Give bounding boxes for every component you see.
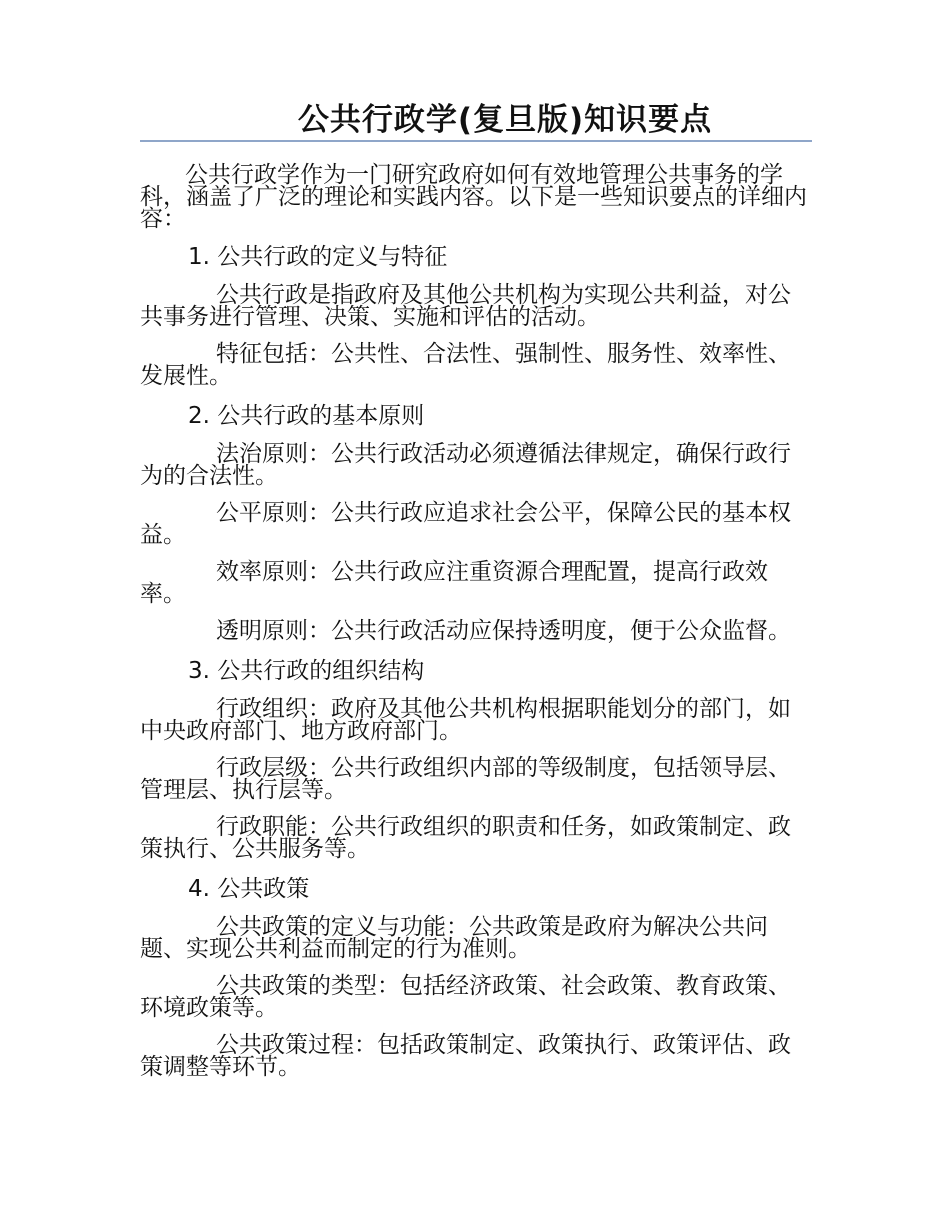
section-paragraph: 公共政策的定义与功能：公共政策是政府为解决公共问题、实现公共利益而制定的行为准则。 [140, 914, 768, 962]
section-heading: 4. 公共政策 [188, 876, 310, 902]
title-underline [140, 140, 812, 142]
intro-paragraph: 公共行政学作为一门研究政府如何有效地管理公共事务的学科，涵盖了广泛的理论和实践内容。以下是一些知识要点的详细内容： [140, 162, 807, 232]
section-paragraph: 法治原则：公共行政活动必须遵循法律规定，确保行政行为的合法性。 [140, 441, 791, 489]
section-paragraph: 透明原则：公共行政活动应保持透明度，便于公众监督。 [216, 618, 791, 644]
section-heading: 3. 公共行政的组织结构 [188, 658, 425, 684]
section-heading: 1. 公共行政的定义与特征 [188, 244, 448, 270]
section-paragraph: 公平原则：公共行政应追求社会公平，保障公民的基本权益。 [140, 500, 791, 548]
section-paragraph: 特征包括：公共性、合法性、强制性、服务性、效率性、发展性。 [140, 341, 791, 389]
section-paragraph: 行政层级：公共行政组织内部的等级制度，包括领导层、管理层、执行层等。 [140, 755, 791, 803]
document-title: 公共行政学(复旦版)知识要点 [297, 102, 713, 138]
section-paragraph: 公共政策的类型：包括经济政策、社会政策、教育政策、环境政策等。 [140, 973, 791, 1021]
section-paragraph: 行政组织：政府及其他公共机构根据职能划分的部门，如中央政府部门、地方政府部门。 [140, 696, 791, 744]
section-paragraph: 效率原则：公共行政应注重资源合理配置，提高行政效率。 [140, 559, 768, 607]
section-paragraph: 公共行政是指政府及其他公共机构为实现公共利益，对公共事务进行管理、决策、实施和评估的活动。 [140, 282, 791, 330]
section-heading: 2. 公共行政的基本原则 [188, 403, 425, 429]
section-paragraph: 行政职能：公共行政组织的职责和任务，如政策制定、政策执行、公共服务等。 [140, 814, 791, 862]
section-paragraph: 公共政策过程：包括政策制定、政策执行、政策评估、政策调整等环节。 [140, 1032, 791, 1080]
document-page [140, 100, 810, 1078]
